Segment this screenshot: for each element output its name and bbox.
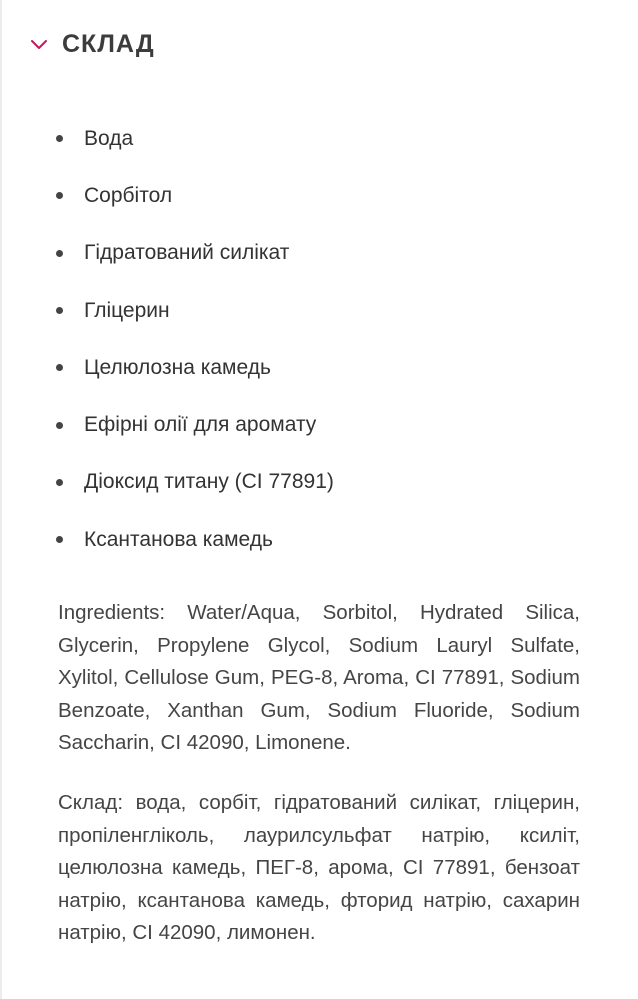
ingredient-label: Сорбітол	[84, 183, 173, 207]
ingredient-label: Целюлозна камедь	[84, 355, 271, 379]
bullet-icon	[56, 422, 63, 429]
ingredients-ukrainian-paragraph: Склад: вода, сорбіт, гідратований силікат, гліцерин, пропіленгліколь, лаурилсульфат натрію, ксиліт, целюлозна камедь, ПЕГ-8, арома, CI 77891, бензоат натрію, ксантанова камедь, фторид натрію, сахарин натрію, CI 42090, лимонен.	[58, 791, 580, 945]
bullet-icon	[56, 250, 63, 257]
ingredient-label: Ефірні олії для аромату	[84, 413, 317, 437]
list-item	[56, 339, 334, 396]
ingredient-label: Діоксид титану (CI 77891)	[84, 470, 334, 494]
composition-section-header[interactable]	[30, 26, 155, 62]
section-title: СКЛАД	[62, 29, 155, 58]
list-item	[56, 225, 334, 282]
bullet-icon	[56, 536, 63, 543]
list-item	[56, 110, 334, 167]
list-item	[56, 511, 334, 568]
bullet-icon	[56, 364, 63, 371]
list-item	[56, 282, 334, 339]
list-item	[56, 454, 334, 511]
ingredient-label: Ксантанова камедь	[84, 527, 273, 551]
list-item	[56, 396, 334, 453]
ingredients-english-paragraph: Ingredients: Water/Aqua, Sorbitol, Hydrated Silica, Glycerin, Propylene Glycol, Sodium Lauryl Sulfate, Xylitol, Cellulose Gum, PEG-8, Aroma, CI 77891, Sodium Benzoate, Xanthan Gum, Sodium Fluoride, Sodium Saccharin, CI 42090, Limonene.	[58, 601, 580, 755]
panel-border	[0, 0, 2, 999]
ingredient-label: Вода	[84, 126, 134, 150]
bullet-icon	[56, 135, 63, 142]
list-item	[56, 167, 334, 224]
bullet-icon	[56, 307, 63, 314]
ingredient-label: Гідратований силікат	[84, 241, 290, 265]
ingredient-list	[56, 110, 334, 568]
chevron-down-icon[interactable]	[30, 38, 48, 50]
ingredient-label: Гліцерин	[84, 298, 170, 322]
bullet-icon	[56, 192, 63, 199]
bullet-icon	[56, 479, 63, 486]
